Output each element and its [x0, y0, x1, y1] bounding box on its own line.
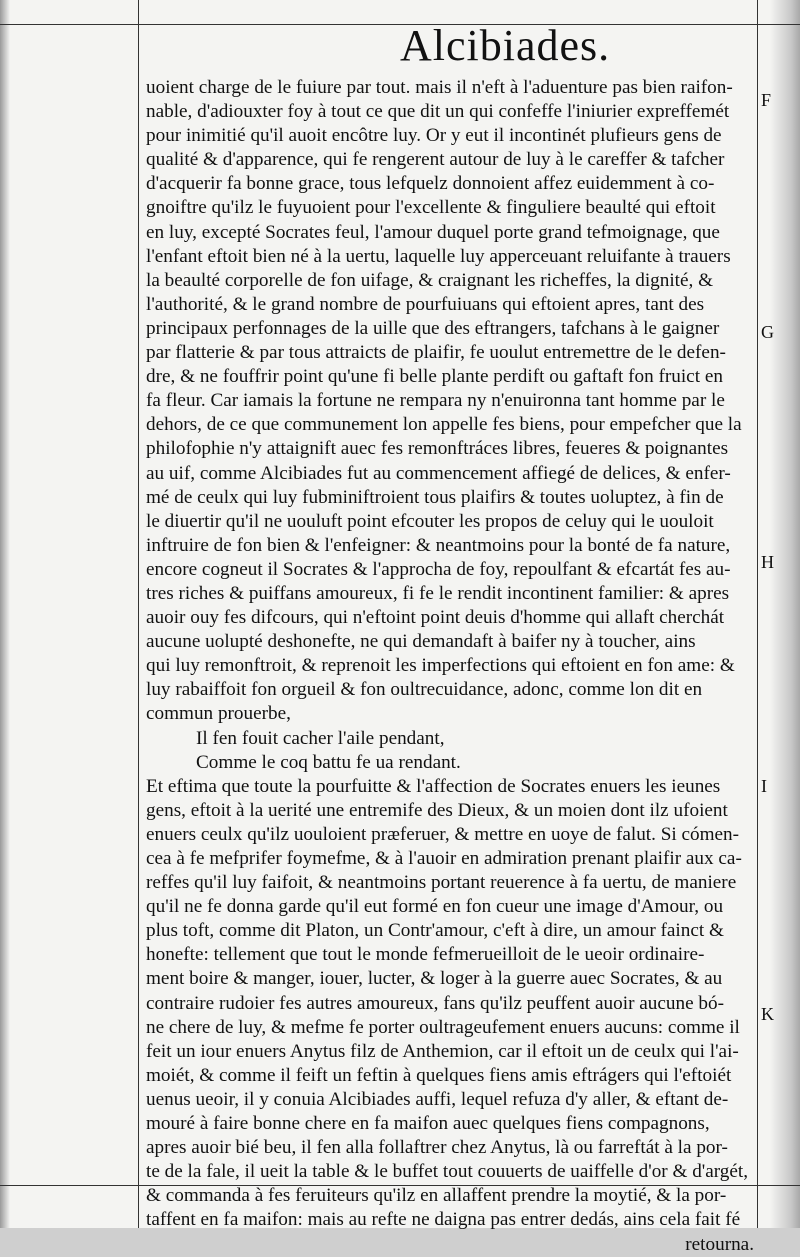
- text-line: auoir ouy fes difcours, qui n'eftoint point deuis d'homme qui allaft cherchát: [146, 607, 725, 629]
- verse-line: Il fen fouit cacher l'aile pendant,: [196, 727, 445, 749]
- text-line: l'enfant eftoit bien né à la uertu, laquelle luy apperceuant reluifante à trauers: [146, 245, 731, 267]
- margin-letter-k: K: [761, 1004, 774, 1024]
- left-margin-rule: [138, 0, 139, 1228]
- verse-line: Comme le coq battu fe ua rendant.: [196, 751, 461, 773]
- text-line: ment boire & manger, iouer, lucter, & loger à la guerre auec Socrates, & au: [146, 968, 723, 990]
- margin-letter-i: I: [761, 776, 767, 796]
- text-line: plus toft, comme dit Platon, un Contr'amour, c'eft à dire, un amour fainct &: [146, 920, 724, 942]
- text-line: qu'il ne fe donna garde qu'il eut formé en fon cueur une image d'Amour, ou: [146, 896, 724, 918]
- page-edge-shadow: [770, 0, 800, 1228]
- text-line: enuers ceulx qu'ilz uouloient præferuer, & mettre en uoye de falut. Si cómen-: [146, 823, 740, 845]
- margin-letter-h: H: [761, 552, 774, 572]
- gutter-shadow: [0, 0, 10, 1228]
- text-line: en luy, excepté Socrates feul, l'amour duquel porte grand tefmoignage, que: [146, 221, 720, 243]
- text-line: le diuertir qu'il ne uouluft point efcouter les propos de celuy qui le uouloit: [146, 510, 714, 532]
- text-line: encore cogneut il Socrates & l'approcha de foy, repoulfant & efcartát fes au-: [146, 558, 731, 580]
- text-line: la beaulté corporelle de fon uifage, & craignant les richeffes, la dignité, &: [146, 269, 714, 291]
- margin-letter-f: F: [761, 90, 772, 110]
- text-line: inftruire de fon bien & l'enfeigner: & neantmoins pour la bonté de fa nature,: [146, 534, 731, 556]
- text-line: nable, d'adiouxter foy à tout ce que dit un qui confeffe l'iniurier expreffemét: [146, 101, 730, 123]
- margin-letter-g: G: [761, 322, 774, 342]
- text-line: retourna.: [685, 1233, 754, 1255]
- text-line: d'acquerir fa bonne grace, tous lefquelz donnoient affez euidemment à co-: [146, 173, 715, 195]
- text-line: moiét, & comme il feift un feftin à quelques fiens amis eftrágers qui l'eftoiét: [146, 1064, 732, 1086]
- text-line: philofophie n'y attaignift auec fes remonftráces libres, feueres & poignantes: [146, 438, 729, 460]
- text-line: taffent en fa maifon: mais au refte ne daigna pas entrer dedás, ains cela fait fé: [146, 1209, 741, 1231]
- text-line: contraire rudoier fes autres amoureux, fans qu'ilz peuffent auoir aucune bó-: [146, 992, 724, 1014]
- text-line: aucune uolupté deshonefte, ne qui demandaft à baifer ny à toucher, ains: [146, 631, 696, 653]
- text-line: honefte: tellement que tout le monde fefmerueilloit de le ueoir ordinaire-: [146, 944, 705, 966]
- text-line: gens, eftoit à la uerité une entremife des Dieux, & un moien dont ilz ufoient: [146, 799, 728, 821]
- text-line: commun prouerbe,: [146, 703, 291, 725]
- text-line: mé de ceulx qui luy fubminiftroient tous plaifirs & toutes uoluptez, à fin de: [146, 486, 724, 508]
- text-line: ne chere de luy, & mefme fe porter oultrageufement enuers aucuns: comme il: [146, 1016, 740, 1038]
- text-line: reffes qu'il luy faifoit, & neantmoins portant reuerence à fa uertu, de maniere: [146, 872, 737, 894]
- text-line: qui luy remonftroit, & reprenoit les imperfections qui eftoient en fon ame: &: [146, 655, 735, 677]
- text-line: luy rabaiffoit fon orgueil & fon oultrecuidance, adonc, comme lon dit en: [146, 679, 703, 701]
- text-line: tres riches & puiffans amoureux, fi fe le rendit incontinent familier: & apres: [146, 582, 730, 604]
- text-line: dehors, de ce que communement lon appelle fes biens, pour empefcher que la: [146, 414, 742, 436]
- text-line: fa fleur. Car iamais la fortune ne rempara ny n'enuironna tant homme par le: [146, 390, 725, 412]
- text-line: dre, & ne fouffrir point qu'une fi belle plante perdift ou gaftaft fon fruict en: [146, 366, 723, 388]
- text-line: mouré à faire bonne chere en fa maifon auec quelques fiens compagnons,: [146, 1113, 710, 1135]
- text-line: Et eftima que toute la pourfuitte & l'affection de Socrates enuers les ieunes: [146, 775, 721, 797]
- text-line: & commanda à fes feruiteurs qu'ilz en allaffent prendre la moytié, & la por-: [146, 1185, 727, 1207]
- text-line: par flatterie & par tous attraicts de plaifir, fe uoulut entremettre de le defen-: [146, 342, 726, 364]
- text-line: au uif, comme Alcibiades fut au commencement affiegé de delices, & enfer-: [146, 462, 731, 484]
- text-line: cea à fe mefprifer foymefme, & à l'auoir en admiration prenant plaifir aux ca-: [146, 848, 742, 869]
- text-line: uenus ueoir, il y conuia Alcibiades auffi, lequel refuza d'y aller, & eftant de-: [146, 1088, 729, 1110]
- text-line: apres auoir bié beu, il fen alla follaftrer chez Anytus, là ou farreftát à la por-: [146, 1137, 728, 1159]
- text-line: gnoiftre qu'ilz le fuyuoient pour l'excellente & finguliere beaulté qui eftoit: [146, 197, 716, 219]
- text-line: feit un iour enuers Anytus filz de Anthemion, car il eftoit un de ceulx qui l'ai-: [146, 1040, 739, 1062]
- body-text: [146, 76, 758, 1257]
- running-head: Alcibiades.: [400, 21, 611, 70]
- text-line: qualité & d'apparence, qui fe rengerent autour de luy à le careffer & tafcher: [146, 149, 725, 171]
- text-line: l'authorité, & le grand nombre de pourfuiuans qui eftoient apres, tant des: [146, 293, 705, 315]
- text-line: uoient charge de le fuiure par tout. mais il n'eft à l'aduenture pas bien raifon-: [146, 77, 733, 98]
- text-line: te de la fale, il ueit la table & le buffet tout couuerts de uaiffelle d'or & d'argét,: [146, 1161, 749, 1183]
- text-line: pour inimitié qu'il auoit encôtre luy. Or y eut il incontinét plufieurs gens de: [146, 125, 722, 147]
- text-line: principaux perfonnages de la uille que des eftrangers, tafchans à le gaigner: [146, 317, 720, 339]
